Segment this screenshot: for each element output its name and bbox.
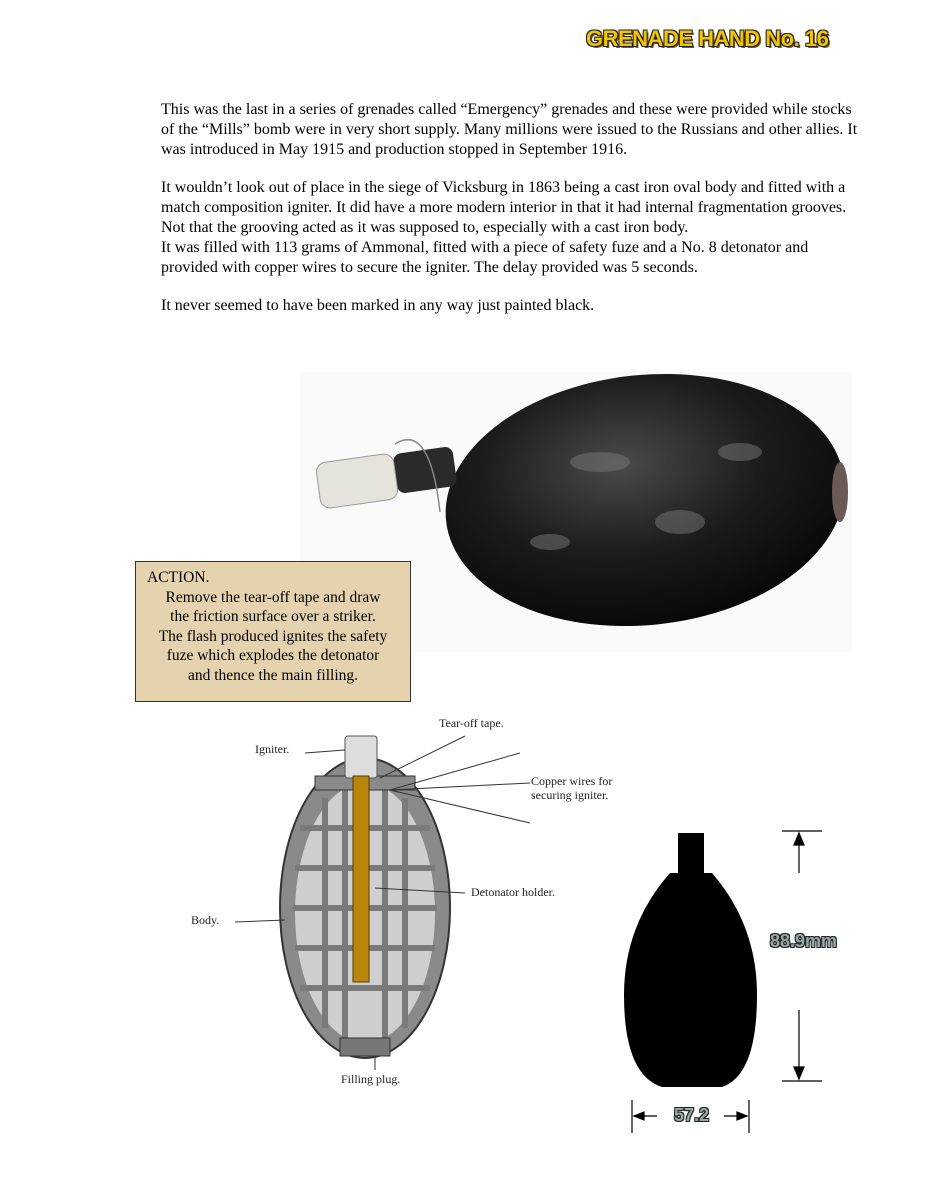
action-line: fuze which explodes the detonator — [166, 647, 380, 664]
paragraph: It never seemed to have been marked in any way just painted black. — [161, 297, 595, 314]
label-igniter: Igniter. — [255, 742, 290, 756]
label-copper-wires-1: Copper wires for — [531, 774, 613, 788]
paragraph: It wouldn’t look out of place in the siege of Vicksburg in 1863 being a cast iron oval body and fitted with a match composition igniter. It did have a more modern interior in that it had internal fragmentation grooves. Not that the grooving acted as it was supposed to, especially with a cast iron body. — [161, 179, 847, 236]
body-text — [161, 100, 861, 334]
dimension-silhouette — [612, 825, 842, 1140]
action-line: and thence the main filling. — [187, 666, 358, 684]
width-dimension: 57.2 — [674, 1105, 710, 1125]
action-box — [135, 561, 411, 702]
height-dimension: 88.9mm — [770, 931, 838, 951]
label-body: Body. — [191, 913, 220, 927]
label-filling-plug: Filling plug. — [341, 1072, 401, 1086]
action-line: The flash produced ignites the safety — [158, 627, 388, 645]
label-tear-off-tape: Tear-off tape. — [439, 716, 504, 730]
label-detonator-holder: Detonator holder. — [471, 885, 555, 899]
action-line: Remove the tear-off tape and draw — [165, 588, 381, 606]
action-line: the friction surface over a striker. — [170, 608, 376, 625]
paragraph: This was the last in a series of grenades called “Emergency” grenades and these were provided while stocks of the “Mills” bomb were in very short supply. Many millions were issued to the Russians and other allies. It was introduced in May 1915 and production stopped in September 1916. — [161, 101, 858, 158]
label-copper-wires-2: securing igniter. — [531, 788, 609, 802]
action-heading: ACTION. — [147, 569, 210, 586]
paragraph: It was filled with 113 grams of Ammonal, fitted with a piece of safety fuze and a No. 8 detonator and provided with copper wires to secure the igniter. The delay provided was 5 seconds. — [161, 239, 809, 276]
page-title: GRENADE HAND No. 16 — [586, 26, 829, 51]
cutaway-diagram — [165, 708, 645, 1118]
